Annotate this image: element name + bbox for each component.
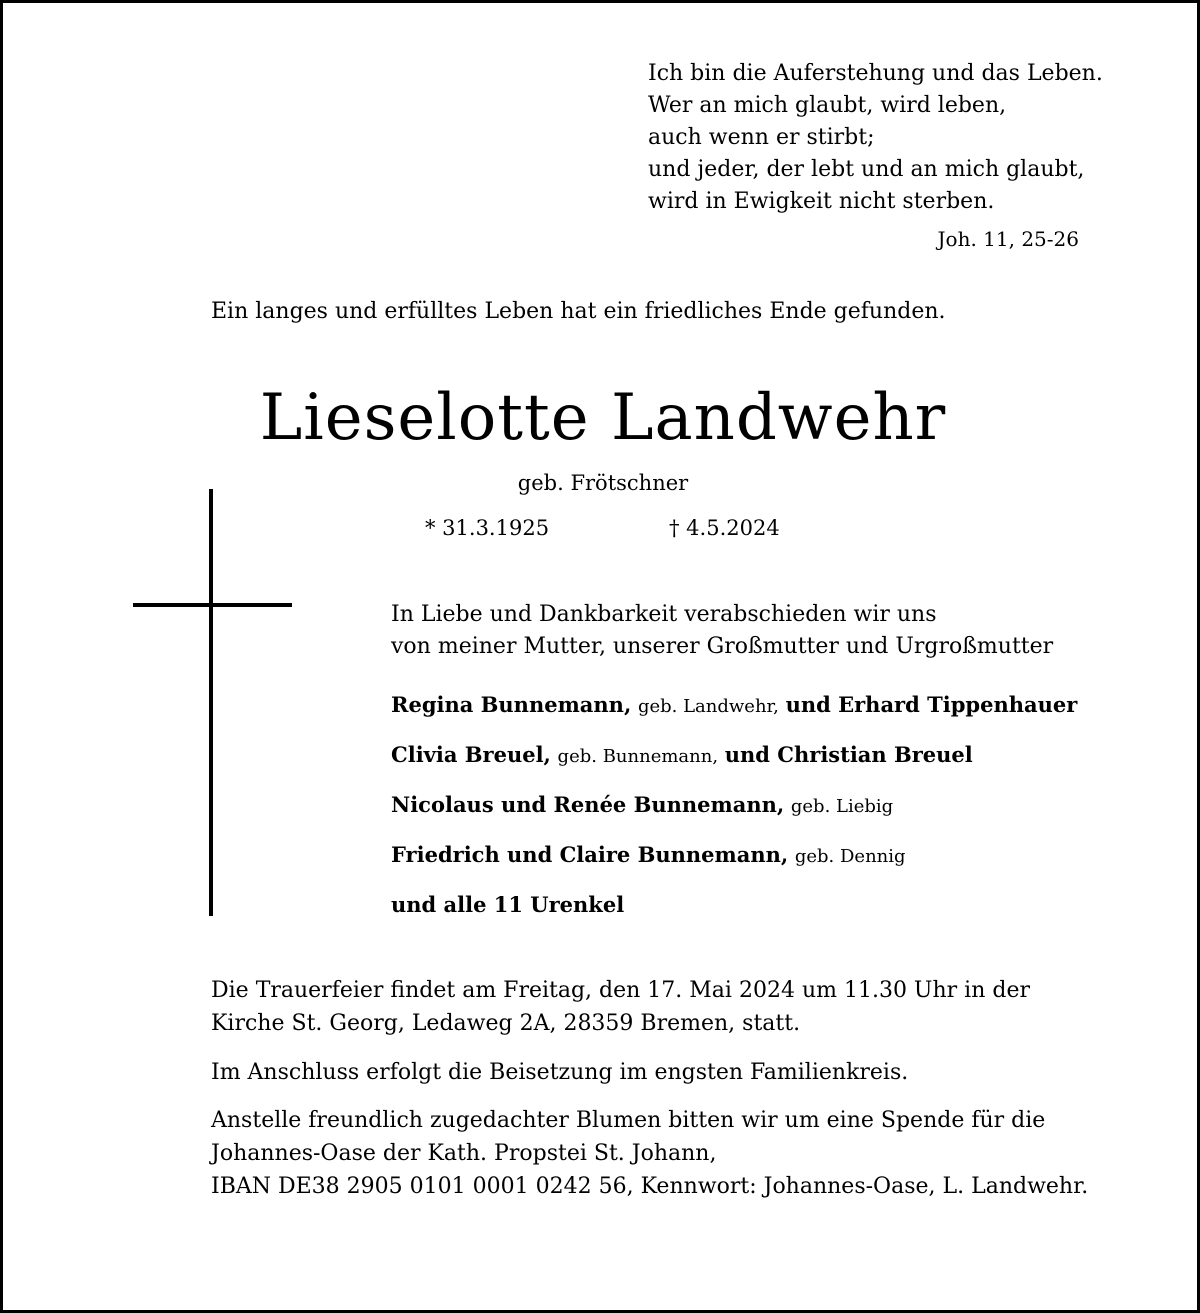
mourner-partner: und Christian Breuel xyxy=(724,742,973,767)
farewell-text xyxy=(391,599,1053,663)
verse-line: auch wenn er stirbt; xyxy=(648,125,875,150)
mourner-name: Regina Bunnemann, xyxy=(391,692,632,717)
farewell-line: von meiner Mutter, unserer Großmutter und Urgroßmutter xyxy=(391,634,1054,659)
service-line: Kirche St. Georg, Ledaweg 2A, 28359 Bremen, statt. xyxy=(211,1011,801,1036)
burial-info: Im Anschluss erfolgt die Beisetzung im engsten Familienkreis. xyxy=(211,1060,909,1085)
mourner-partner: und Erhard Tippenhauer xyxy=(785,692,1078,717)
cross-horizontal-bar xyxy=(133,603,292,607)
mourner-note: geb. Dennig xyxy=(794,846,906,867)
intro-text: Ein langes und erfülltes Leben hat ein friedliches Ende gefunden. xyxy=(211,299,946,324)
donation-line: IBAN DE38 2905 0101 0001 0242 56, Kennwort: Johannes-Oase, L. Landwehr. xyxy=(211,1174,1089,1199)
service-line: Die Trauerfeier findet am Freitag, den 17. Mai 2024 um 11.30 Uhr in der xyxy=(211,978,1030,1003)
cross-vertical-bar xyxy=(209,489,213,916)
mourner-note: geb. Liebig xyxy=(790,796,894,817)
mourner-note: geb. Landwehr, xyxy=(637,696,779,717)
maiden-name: geb. Frötschner xyxy=(517,471,689,495)
mourner-name: Nicolaus und Renée Bunnemann, xyxy=(391,792,785,817)
mourner-note: geb. Bunnemann, xyxy=(557,746,719,767)
mourner-entry xyxy=(391,792,893,817)
verse-line: und jeder, der lebt und an mich glaubt, xyxy=(648,157,1085,182)
mourner-entry xyxy=(391,692,1077,717)
farewell-line: In Liebe und Dankbarkeit verabschieden wir uns xyxy=(391,602,937,627)
verse-line: Ich bin die Auferstehung und das Leben. xyxy=(648,61,1103,86)
bible-verse xyxy=(648,58,1103,218)
service-info xyxy=(211,974,1030,1040)
mourner-name: Clivia Breuel, xyxy=(391,742,551,767)
verse-line: wird in Ewigkeit nicht sterben. xyxy=(648,189,995,214)
verse-line: Wer an mich glaubt, wird leben, xyxy=(648,93,1007,118)
verse-reference: Joh. 11, 25-26 xyxy=(937,227,1079,251)
donation-line: Johannes-Oase der Kath. Propstei St. Johann, xyxy=(211,1141,717,1166)
mourner-name: Friedrich und Claire Bunnemann, xyxy=(391,842,789,867)
mourner-entry xyxy=(391,742,973,767)
birth-date: * 31.3.1925 xyxy=(425,516,550,540)
deceased-name: Lieselotte Landwehr xyxy=(259,381,947,455)
mourner-entry xyxy=(391,842,906,867)
death-date: † 4.5.2024 xyxy=(669,516,780,540)
mourner-name: und alle 11 Urenkel xyxy=(391,892,625,917)
mourner-entry xyxy=(391,892,624,917)
donation-line: Anstelle freundlich zugedachter Blumen bitten wir um eine Spende für die xyxy=(211,1108,1046,1133)
donation-info xyxy=(211,1104,1088,1203)
